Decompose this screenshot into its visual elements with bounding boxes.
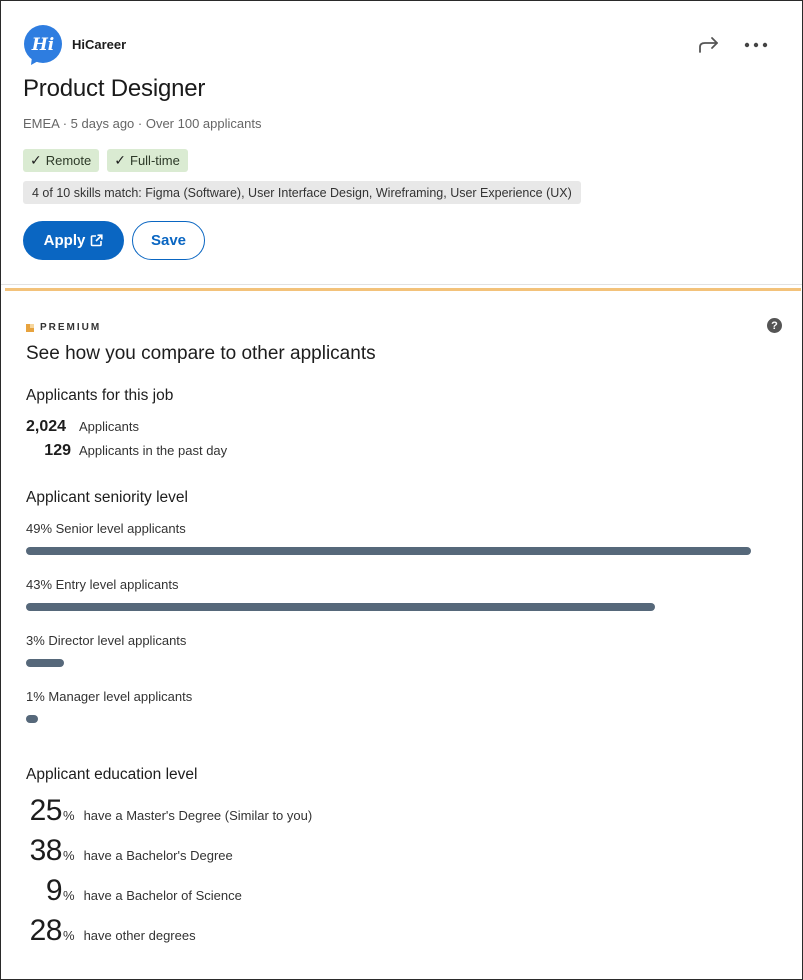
percent-symbol: % xyxy=(63,848,75,863)
percent-symbol: % xyxy=(63,888,75,903)
education-value: 38 xyxy=(29,834,62,867)
premium-label: PREMIUM xyxy=(40,322,102,333)
applicants-recent-label: Applicants in the past day xyxy=(79,443,228,458)
job-meta: EMEA · 5 days ago · Over 100 applicants xyxy=(23,116,262,131)
check-icon: ✓ xyxy=(114,152,126,168)
compare-title: See how you compare to other applicants xyxy=(26,343,376,364)
applicants-recent-row xyxy=(26,442,227,460)
save-button[interactable]: Save xyxy=(132,221,205,260)
education-row-other xyxy=(26,914,196,948)
seniority-label-entry: 43% Entry level applicants xyxy=(26,577,179,592)
bar-fill xyxy=(26,603,655,611)
apply-label: Apply xyxy=(43,232,86,249)
seniority-label-senior: 49% Senior level applicants xyxy=(26,521,186,536)
svg-text:Hi: Hi xyxy=(31,35,55,55)
seniority-heading: Applicant seniority level xyxy=(26,489,188,506)
more-horizontal-icon xyxy=(744,42,768,48)
education-row-bsc xyxy=(26,874,242,908)
share-arrow-icon xyxy=(697,36,721,54)
bar-fill xyxy=(26,715,38,723)
applicants-total-value: 2,024 xyxy=(26,418,67,435)
bar-fill xyxy=(26,547,751,555)
education-label: have a Master's Degree (Similar to you) xyxy=(83,808,313,823)
tag-label: Remote xyxy=(45,153,92,168)
applicants-total-label: Applicants xyxy=(79,419,139,434)
applicants-heading: Applicants for this job xyxy=(26,387,174,404)
job-tags xyxy=(23,149,188,172)
tag-label: Full-time xyxy=(130,153,180,168)
bar-fill xyxy=(26,659,64,667)
seniority-bar-senior xyxy=(26,547,751,555)
seniority-label-manager: 1% Manager level applicants xyxy=(26,689,193,704)
job-title: Product Designer xyxy=(23,75,206,102)
job-header-card xyxy=(1,1,802,285)
seniority-bar-director xyxy=(26,659,751,667)
seniority-label-director: 3% Director level applicants xyxy=(26,633,187,648)
tag-remote xyxy=(23,149,99,172)
education-label: have other degrees xyxy=(83,928,196,943)
apply-button[interactable] xyxy=(23,221,124,260)
premium-icon xyxy=(26,324,34,332)
tag-full-time xyxy=(107,149,188,172)
check-icon: ✓ xyxy=(30,152,42,168)
skills-match-badge[interactable]: 4 of 10 skills match: Figma (Software), User Interface Design, Wireframing, User Experience (UX) xyxy=(23,181,581,204)
applicants-recent-value: 129 xyxy=(44,442,71,459)
percent-symbol: % xyxy=(63,928,75,943)
company-logo[interactable] xyxy=(23,25,63,65)
company-name[interactable]: HiCareer xyxy=(72,37,127,52)
education-value: 25 xyxy=(29,794,62,827)
premium-badge xyxy=(26,322,101,333)
education-value: 9 xyxy=(45,874,62,907)
education-heading: Applicant education level xyxy=(26,766,198,783)
percent-symbol: % xyxy=(63,808,75,823)
seniority-bar-entry xyxy=(26,603,751,611)
share-button[interactable] xyxy=(693,31,725,59)
external-link-icon xyxy=(90,234,103,247)
education-row-bachelors xyxy=(26,834,233,868)
premium-insights-panel xyxy=(5,288,801,978)
education-row-masters xyxy=(26,794,312,828)
education-value: 28 xyxy=(29,914,62,947)
more-options-button[interactable] xyxy=(739,31,773,59)
education-label: have a Bachelor of Science xyxy=(83,888,242,903)
help-circle-icon[interactable]: ? xyxy=(767,318,782,333)
seniority-bar-manager xyxy=(26,715,751,723)
education-label: have a Bachelor's Degree xyxy=(83,848,233,863)
applicants-total-row xyxy=(26,418,139,436)
